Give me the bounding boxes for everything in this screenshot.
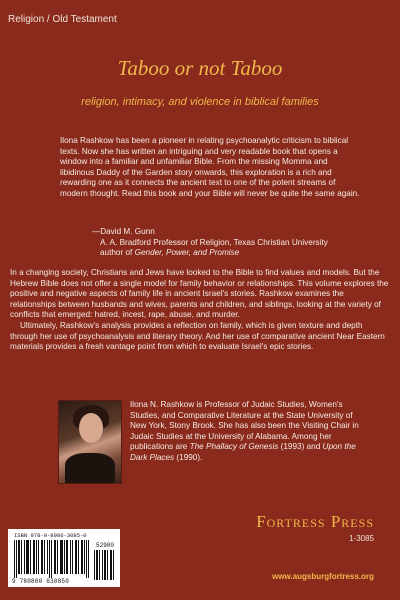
- publisher-name: Fortress Press: [256, 512, 374, 531]
- price-barcode-bars: [94, 550, 116, 580]
- description-paragraph-2: Ultimately, Rashkow's analysis provides a reflection on family, which is given texture and depth through her use of psychoanalysis and literary theory. And her use of comparative ancient Near Eastern materials provides a fresh vantage point from which to evaluate Israel's epic stories.: [10, 320, 385, 352]
- book-subtitle: religion, intimacy, and violence in biblical families: [81, 96, 319, 108]
- author-bio: Ilona N. Rashkow is Professor of Judaic Studies, Women's Studies, and Comparative Literature at the State University of New York, Stony Brook. She has also been the Visiting Chair in Judaic Studies at the University of Alabama. Among her publications are The Phallacy of Genesis (1993) and Upon the Dark Places (1990).: [130, 400, 359, 462]
- endorsement-attribution: [60, 227, 380, 259]
- ean-digits: 9 780800 630850: [12, 578, 70, 585]
- book-title: Taboo or not Taboo: [117, 56, 283, 80]
- endorser-role: A. A. Bradford Professor of Religion, Texas Christian University: [100, 237, 328, 247]
- endorser-name: —David M. Gunn: [92, 227, 155, 236]
- publisher-website: www.augsburgfortress.org: [272, 572, 374, 581]
- book-description: [10, 268, 390, 353]
- endorser-book-title: Gender, Power, and Promise: [134, 248, 240, 258]
- product-code: 1-3085: [349, 534, 374, 543]
- price-code: 52900: [96, 542, 115, 549]
- barcode: [8, 529, 120, 587]
- author-photo: [58, 400, 122, 484]
- endorsement-text: Ilona Rashkow has been a pioneer in relating psychoanalytic criticism to biblical texts. Now she has written an intriguing and very readable book that opens a window into a familiar and unfamiliar Bible. From the missing Momma and libidinous Daddy of the Garden story onwards, this exploration is a rich and rewarding one as it connects the ancient text to one of the potent streams of modern thought. Read this book and your Bible will never be quite the same again.: [60, 136, 360, 198]
- isbn-text: ISBN 978-0-8006-3085-0: [14, 532, 87, 539]
- ean-barcode-bars: [14, 540, 90, 578]
- bio-book-2: Upon the Dark Places: [130, 442, 356, 462]
- endorsement-quote: [60, 136, 360, 200]
- description-paragraph-1: In a changing society, Christians and Jews have looked to the Bible to find values and models. But the Hebrew Bible does not offer a single model for family behavior or relationships. This volume explores the positive and negative aspects of family life in ancient Israel's stories. Rashkow examines the relationships between husbands and wives, parents and children, and siblings, looking at the variety of conflicts that emerged: hatred, incest, rape, abuse, and murder.: [10, 268, 389, 320]
- bio-book-1: The Phallacy of Genesis: [189, 442, 279, 452]
- category-label: Religion / Old Testament: [8, 14, 117, 25]
- endorser-book: author of Gender, Power, and Promise: [100, 248, 240, 258]
